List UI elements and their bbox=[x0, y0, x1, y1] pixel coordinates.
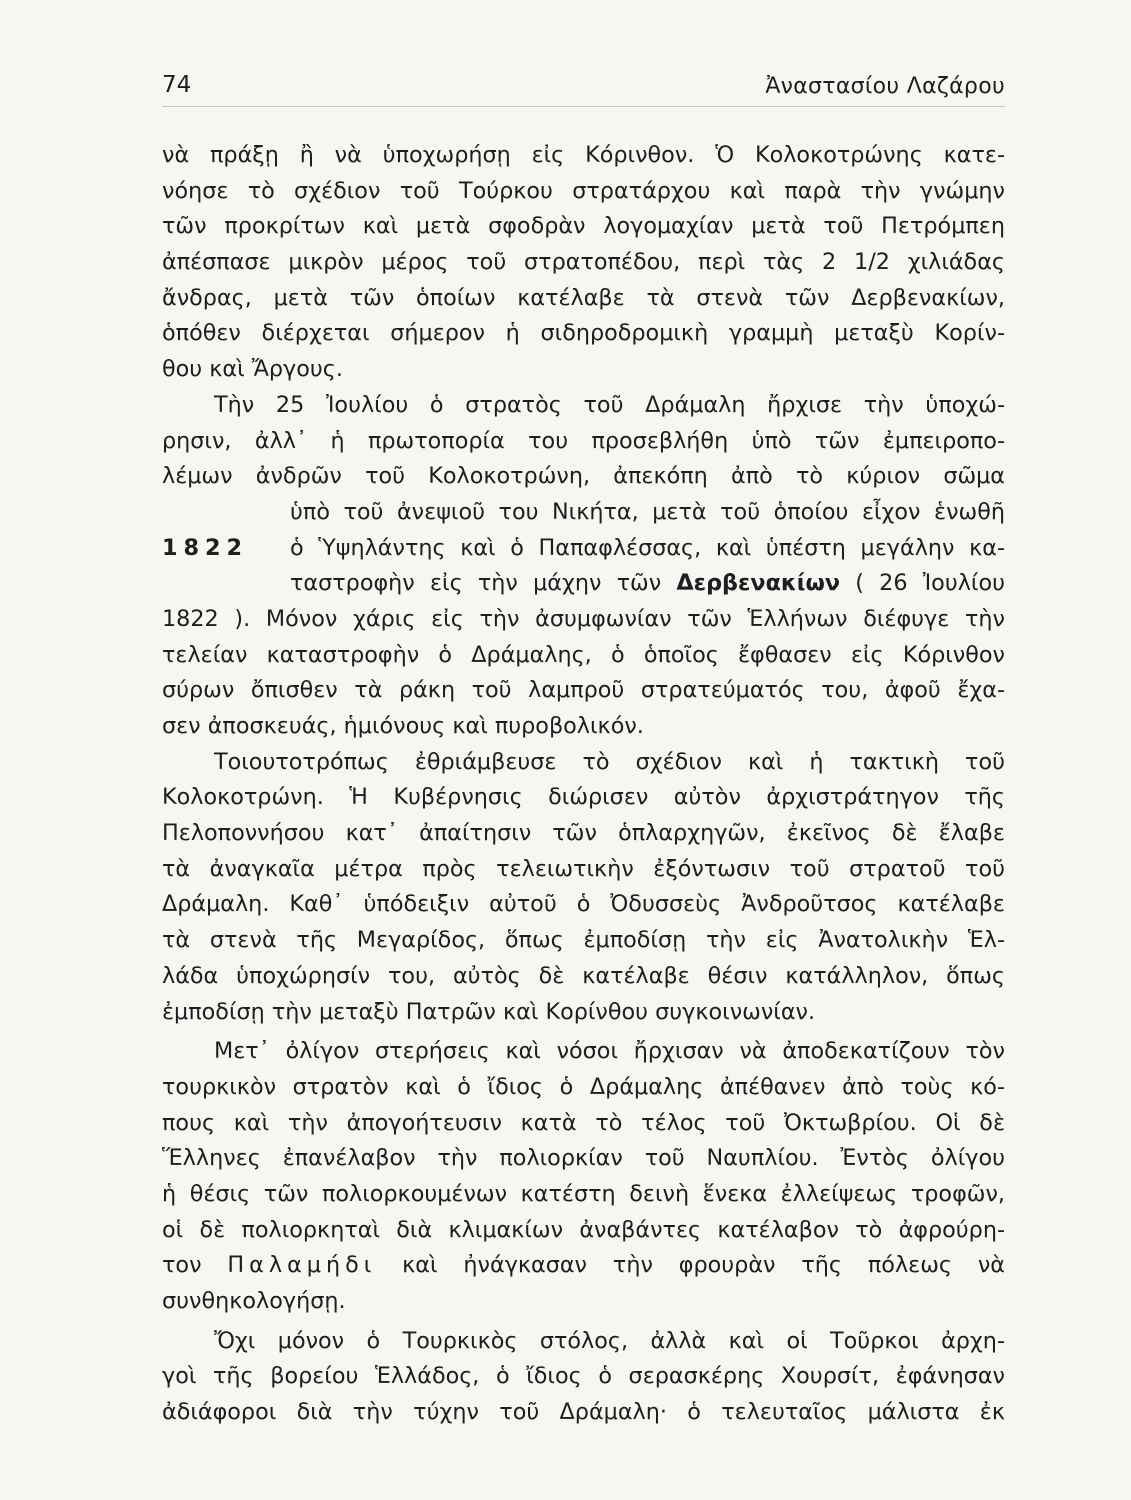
text-line: ἡ θέσις τῶν πολιορκουμένων κατέστη δεινὴ ἕνεκα ἐλλείψεως τροφῶν, bbox=[162, 1180, 1005, 1207]
text-line: Ὄχι μόνον ὁ Τουρκικὸς στόλος, ἀλλὰ καὶ οἱ Τοῦρκοι ἀρχη- bbox=[214, 1327, 1005, 1354]
text-line: Δράμαλη. Καθ᾽ ὑπόδειξιν αὐτοῦ ὁ Ὀδυσσεὺς Ἀνδροῦτσος κατέλαβε bbox=[162, 891, 1005, 918]
text-line: λάδα ὑποχώρησίν του, αὐτὸς δὲ κατέλαβε θέσιν κατάλληλον, ὅπως bbox=[162, 962, 1005, 989]
text-line: ρησιν, ἀλλ᾽ ἡ πρωτοπορία του προσεβλήθη ὑπὸ τῶν ἐμπειροπο- bbox=[162, 427, 1005, 454]
text-line: Μετ᾽ ὀλίγον στερήσεις καὶ νόσοι ἤρχισαν νὰ ἀποδεκατίζουν τὸν bbox=[214, 1038, 1005, 1065]
page-header bbox=[162, 72, 1005, 107]
text-line bbox=[162, 1248, 1005, 1284]
text-line: τῶν προκρίτων καὶ μετὰ σφοδρὰν λογομαχίαν μετὰ τοῦ Πετρόμπεη bbox=[162, 213, 1005, 240]
fortress-name-spaced: Παλαμήδι bbox=[227, 1252, 377, 1279]
text-line: τελείαν καταστροφὴν ὁ Δράμαλης, ὁ ὁποῖος ἔφθασεν εἰς Κόρινθον bbox=[162, 641, 1005, 668]
text-segment: καὶ ἠνάγκασαν τὴν φρουρὰν τῆς πόλεως νὰ bbox=[402, 1252, 1005, 1279]
text-segment: ταστροφὴν εἰς τὴν μάχην τῶν bbox=[290, 570, 662, 597]
text-line: σεν ἀποσκευάς, ἡμιόνους καὶ πυροβολικόν. bbox=[162, 713, 644, 739]
text-line: Ἕλληνες ἐπανέλαβον τὴν πολιορκίαν τοῦ Ναυπλίου. Ἐντὸς ὀλίγου bbox=[162, 1145, 1005, 1172]
running-head-author: Ἀναστασίου Λαζάρου bbox=[765, 74, 1005, 99]
text-line: νὰ πράξῃ ἢ νὰ ὑποχωρήσῃ εἰς Κόρινθον. Ὁ Κολοκοτρώνης κατε- bbox=[162, 142, 1005, 168]
text-line: Πελοποννήσου κατ᾽ ἀπαίτησιν τῶν ὁπλαρχηγῶν, ἐκεῖνος δὲ ἔλαβε bbox=[162, 820, 1005, 847]
text-line: συνθηκολογήσῃ. bbox=[162, 1288, 346, 1314]
text-line: Τὴν 25 Ἰουλίου ὁ στρατὸς τοῦ Δράμαλη ἤρχισε τὴν ὑποχώ- bbox=[214, 391, 1005, 418]
text-line: ἀδιάφοροι διὰ τὴν τύχην τοῦ Δράμαλη· ὁ τελευταῖος μάλιστα ἐκ bbox=[162, 1399, 1005, 1426]
text-line: λέμων ἀνδρῶν τοῦ Κολοκοτρώνη, ἀπεκόπη ἀπὸ τὸ κύριον σῶμα bbox=[162, 463, 1005, 490]
text-line: σύρων ὄπισθεν τὰ ράκη τοῦ λαμπροῦ στρατεύματός του, ἀφοῦ ἔχα- bbox=[162, 677, 1005, 704]
text-line: 1822 ). Μόνον χάρις εἰς τὴν ἀσυμφωνίαν τῶν Ἑλλήνων διέφυγε τὴν bbox=[162, 605, 1005, 632]
text-line: θου καὶ Ἄργους. bbox=[162, 356, 343, 383]
text-line: ὑπὸ τοῦ ἀνεψιοῦ του Νικήτα, μετὰ τοῦ ὁποίου εἶχον ἑνωθῆ bbox=[290, 498, 1005, 525]
text-line: ὁ Ὑψηλάντης καὶ ὁ Παπαφλέσσας, καὶ ὑπέστη μεγάλην κα- bbox=[290, 534, 1005, 561]
page-number: 74 bbox=[162, 72, 192, 98]
text-line: τὰ ἀναγκαῖα μέτρα πρὸς τελειωτικὴν ἐξόντωσιν τοῦ στρατοῦ τοῦ bbox=[162, 855, 1005, 882]
text-line: Κολοκοτρώνη. Ἡ Κυβέρνησις διώρισεν αὐτὸν ἀρχιστράτηγον τῆς bbox=[162, 784, 1005, 811]
text-line: πους καὶ τὴν ἀπογοήτευσιν κατὰ τὸ τέλος τοῦ Ὀκτωβρίου. Οἱ δὲ bbox=[162, 1109, 1005, 1136]
text-line: ἐμποδίσῃ τὴν μεταξὺ Πατρῶν καὶ Κορίνθου συγκοινωνίαν. bbox=[162, 998, 816, 1025]
margin-year-note: 1822 bbox=[162, 534, 249, 561]
text-line bbox=[162, 566, 1005, 602]
text-line: τουρκικὸν στρατὸν καὶ ὁ ἴδιος ὁ Δράμαλης ἀπέθανεν ἀπὸ τοὺς κό- bbox=[162, 1073, 1005, 1100]
text-line: νόησε τὸ σχέδιον τοῦ Τούρκου στρατάρχου καὶ παρὰ τὴν γνώμην bbox=[162, 177, 1005, 204]
text-line: ἄνδρας, μετὰ τῶν ὁποίων κατέλαβε τὰ στενὰ τῶν Δερβενακίων, bbox=[162, 284, 1005, 311]
text-line-with-margin bbox=[162, 531, 1005, 567]
text-line: ὁπόθεν διέρχεται σήμερον ἡ σιδηροδρομικὴ γραμμὴ μεταξὺ Κορίν- bbox=[162, 320, 1005, 347]
text-line: γοὶ τῆς βορείου Ἑλλάδος, ὁ ἴδιος ὁ σερασκέρης Χουρσίτ, ἐφάνησαν bbox=[162, 1363, 1005, 1390]
body-text bbox=[162, 138, 1005, 1431]
text-line: οἱ δὲ πολιορκηταὶ διὰ κλιμακίων ἀναβάντες κατέλαβον τὸ ἀφρούρη- bbox=[162, 1216, 1005, 1243]
text-line: Τοιουτοτρόπως ἐθριάμβευσε τὸ σχέδιον καὶ ἡ τακτικὴ τοῦ bbox=[214, 748, 1005, 775]
text-segment: τον bbox=[162, 1252, 202, 1279]
battle-name-bold: Δερβενακίων bbox=[676, 570, 841, 597]
text-line: τὰ στενὰ τῆς Μεγαρίδος, ὅπως ἐμποδίσῃ τὴν εἰς Ἀνατολικὴν Ἑλ- bbox=[162, 927, 1005, 954]
text-line: ἀπέσπασε μικρὸν μέρος τοῦ στρατοπέδου, περὶ τὰς 2 1/2 χιλιάδας bbox=[162, 249, 1005, 276]
text-segment: ( 26 Ἰουλίου bbox=[855, 570, 1005, 597]
